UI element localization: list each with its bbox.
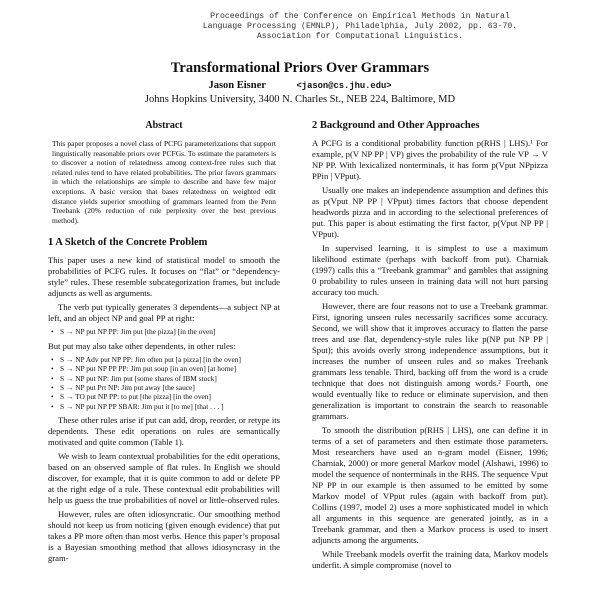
author-name: Jason Eisner — [208, 80, 266, 91]
proceedings-line: Proceedings of the Conference on Empirical Methods in Natural — [210, 12, 510, 21]
proceedings-line: Language Processing (EMNLP), Philadelphia, July 2002, pp. 63-70. — [202, 22, 518, 31]
paragraph: This paper uses a new kind of statistical model to smooth the probabilities of PCFG rules. It focuses on “flat” or “dependency-style” rules. These resemble subcategorization frames, but include adjuncts as well as arguments. — [48, 255, 280, 299]
example-rule: • S → NP put NP PP: Jim put [the pizza] [in the oven] — [60, 327, 280, 336]
paragraph: But put may also take other dependents, in other rules: — [48, 340, 236, 351]
example-rule: • S → TO put NP PP: to put [the pizza] [in the oven] — [60, 392, 280, 401]
paragraph: However, there are four reasons not to use a Treebank grammar. First, ignoring unseen rules necessarily sacrifices some accuracy. Second, we will show that it improves accuracy to flatten the parse trees and use flat, dependency-style rules like p(NP put NP PP | Sput); this avoids overly strong independence assumptions, but it increases the number of unseen rules and so makes Treebank grammars less tenable. Third, backing off from the word is a crude technique that does not distinguish among words.² Fourth, one would eventually like to reduce or eliminate supervision, and then generalization is important to constrain the search to reasonable grammars. — [312, 301, 548, 421]
paragraph: To smooth the distribution p(RHS | LHS), one can define it in terms of a set of parameters and then estimate those parameters. Most researchers have used an n-gram model (Eisner, 1996; Charniak, 2000) or more general Markov model (Alshawi, 1996) to model the sequence of nonterminals in the RHS. The sequence Vput NP PP in our example is then assumed to be emitted by some Markov model of VPput rules (again with backoff from put). Collins (1997, model 2) uses a more sophisticated model in which all arguments in this sequence are generated jointly, as in a Treebank grammar, and then a Markov process is used to insert adjuncts among the arguments. — [312, 425, 548, 545]
example-list — [48, 327, 280, 336]
example-rule: • S → NP put NP PP SBAR: Jim put it [to me] [that . . . ] — [60, 402, 280, 411]
affiliation: Johns Hopkins University, 3400 N. Charles St., NEB 224, Baltimore, MD — [144, 94, 456, 105]
proceedings-line: Association for Computational Linguistics. — [256, 32, 464, 41]
abstract-heading: Abstract — [145, 120, 183, 131]
section-2-heading: 2 Background and Other Approaches — [312, 120, 480, 131]
paragraph: We wish to learn contextual probabilities for the edit operations, based on an observed sample of flat rules. In English we should discover, for example, that it is quite common to add or delete PP at the right edge of a rule. These contextual edit probabilities will help us guess the true probabilities of novel or little-observed rules. — [48, 451, 280, 506]
paragraph: These other rules arise if put can add, drop, reorder, or retype its dependents. These edit operations on rules are semantically motivated and quite common (Table 1). — [48, 415, 280, 448]
paragraph: In supervised learning, it is simplest to use a maximum likelihood estimate (perhaps with backoff from put). Charniak (1997) calls this a “Treebank grammar” and gambles that assigning 0 probability to rules unseen in training data will not hurt parsing accuracy too much. — [312, 243, 548, 297]
example-rule: • S → NP put NP: Jim put [some shares of IBM stock] — [60, 374, 280, 383]
paragraph: The verb put typically generates 3 dependents—a subject NP at left, and an object NP and goal PP at right: — [48, 302, 280, 324]
proceedings-header — [150, 12, 570, 42]
paper-title: Transformational Priors Over Grammars — [170, 60, 430, 76]
right-column — [312, 118, 548, 574]
section-1-heading: 1 A Sketch of the Concrete Problem — [48, 237, 208, 249]
example-rule: • S → NP Adv put NP PP: Jim often put [a pizza] [in the oven] — [60, 355, 280, 364]
author-email: <jason@cs.jhu.edu> — [296, 81, 392, 91]
paragraph: However, rules are often idiosyncratic. Our smoothing method should not keep us from noticing (given enough evidence) that put takes a PP more often than most verbs. Hence this paper’s proposal is a Bayesian smoothing method that allows idiosyncrasy in the gram- — [48, 509, 280, 564]
example-rule: • S → NP put NP PP PP: Jim put soup [in an oven] [at home] — [60, 364, 280, 373]
example-list — [48, 355, 280, 411]
author-line — [0, 80, 600, 91]
paragraph: A PCFG is a conditional probability function p(RHS | LHS).¹ For example, p(V NP PP | VP) gives the probability of the rule VP → V NP PP. With lexicalized nonterminals, it has form p(Vput NPpizza PPin | VPput). — [312, 138, 548, 181]
paragraph: While Treebank models overfit the training data, Markov models underfit. A simple compromise (novel to — [312, 549, 548, 570]
paragraph: Usually one makes an independence assumption and defines this as p(Vput NP PP | VPput) times factors that choose dependent headwords pizza and in according to the selectional preferences of put. This paper is about estimating the first factor, p(Vput NP PP | VPput). — [312, 185, 548, 239]
example-rule: • S → NP put Prt NP: Jim put away [the sauce] — [60, 383, 280, 392]
abstract-text: This paper proposes a novel class of PCFG parameterizations that support linguistically reasonable priors over PCFGs. To estimate the parameters is to discover a notion of relatedness among context-free rules such that related rules tend to have related probabilities. The prior favors grammars in which the relationships are simple to describe and have few major exceptions. A basic version that bases relatedness on weighted edit distance yields superior smoothing of grammars learned from the Penn Treebank (20% reduction of rule perplexity over the best previous method). — [52, 139, 276, 225]
left-column — [48, 118, 280, 567]
